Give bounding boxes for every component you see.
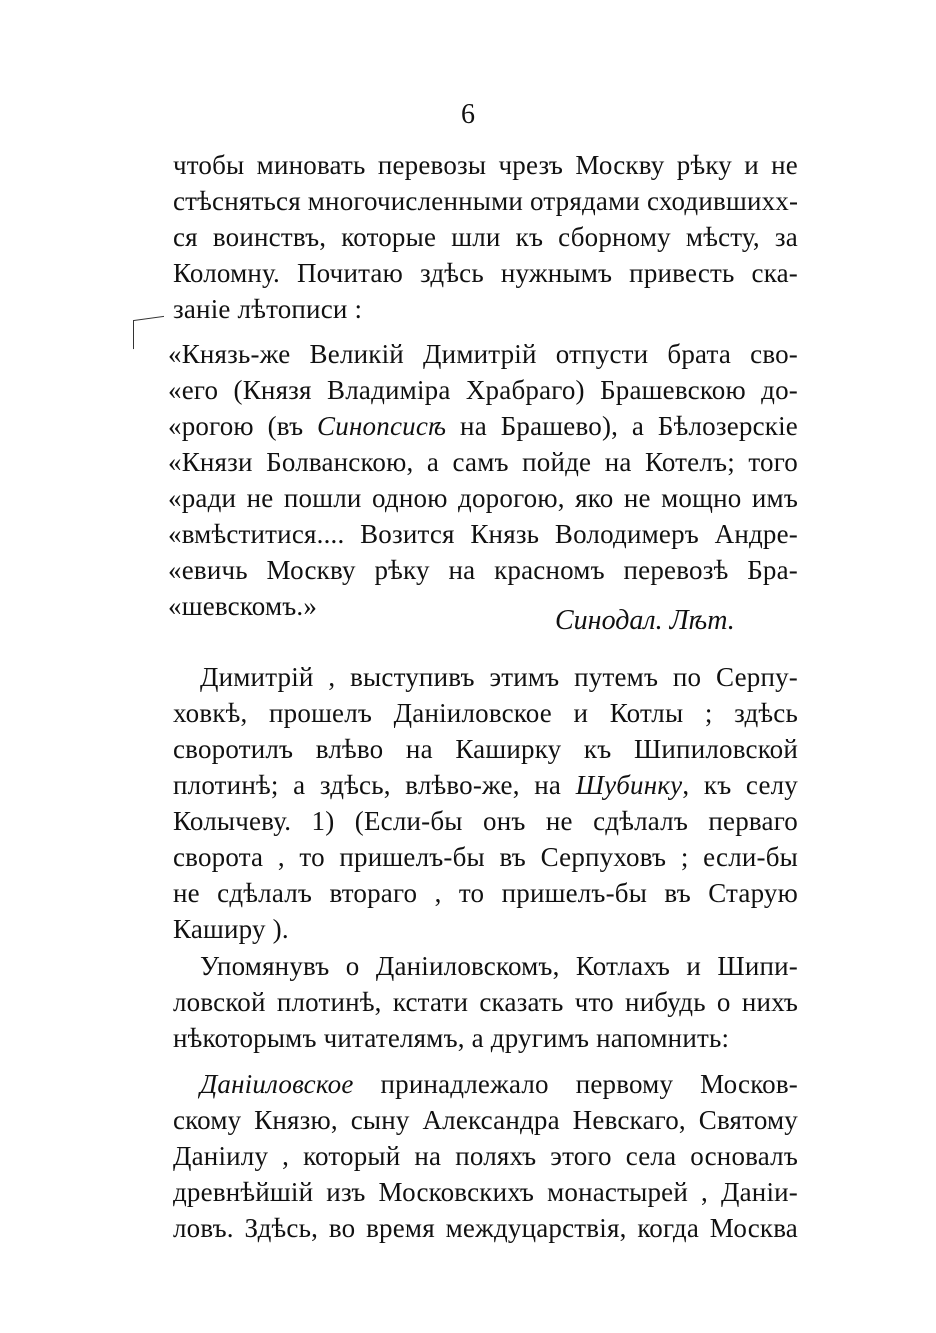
text-line: стѣсняться многочисленными отрядами сходившихх- xyxy=(173,186,799,216)
text-line: древнѣйшій изъ Московскихъ монастырей , Даніи- xyxy=(173,1177,798,1207)
italic-text: Шубинку xyxy=(575,770,683,800)
italic-text: Даніиловское xyxy=(200,1069,354,1099)
text-line: Упомянувъ о Даніиловскомъ, Котлахъ и Шипи- xyxy=(200,951,798,981)
text-line: Колычеву. 1) (Если-бы онъ не сдѣлалъ перваго xyxy=(173,806,798,836)
quote-source: Синодал. Лѣт. xyxy=(555,605,735,636)
quote-line: «ради не пошли одною дорогою, яко не мощно имъ xyxy=(168,483,798,513)
quote-line: «Князи Болванскою, а самъ пойде на Котелъ; того xyxy=(168,447,798,477)
text-line: Коломну. Почитаю здѣсь нужнымъ привесть ска- xyxy=(173,258,798,288)
quote-line: «его (Князя Владиміра Храбраго) Брашевскою до- xyxy=(168,375,798,405)
quote-line: «евичь Москву рѣку на красномъ перевозѣ Бра- xyxy=(168,555,798,585)
quote-line: «Князь-же Великій Димитрій отпусти брата сво- xyxy=(168,339,798,369)
quote-line: «шевскомъ.» xyxy=(168,591,318,621)
text-line: плотинѣ; а здѣсь, влѣво-же, на Шубинку, къ селу xyxy=(173,770,799,800)
text-line: своротилъ влѣво на Каширку къ Шипиловской xyxy=(173,734,798,764)
text-line: Даніилу , который на поляхъ этого села основалъ xyxy=(173,1141,798,1171)
quote-line: «вмѣститися.... Возится Князь Володимеръ Андре- xyxy=(168,519,798,549)
italic-text: Синопсисѣ xyxy=(317,411,447,441)
quote-line: «рогою (въ Синопсисѣ на Брашево), а Бѣлозерскіе xyxy=(168,411,798,441)
margin-bracket-mark xyxy=(133,316,164,349)
text-line: Димитрій , выступивъ этимъ путемъ по Серпу- xyxy=(200,662,798,692)
text-line: чтобы миновать перевозы чрезъ Москву рѣку и не xyxy=(173,150,798,180)
text-line: сворота , то пришелъ-бы въ Серпуховъ ; если-бы xyxy=(173,842,798,872)
page-number: 6 xyxy=(461,99,475,130)
text-line: ловъ. Здѣсь, во время междуцарствія, когда Москва xyxy=(173,1213,798,1243)
text-line: не сдѣлалъ втораго , то пришелъ-бы въ Старую xyxy=(173,878,798,908)
text-line: Даніиловское принадлежало первому Москов- xyxy=(200,1069,798,1099)
text-line: нѣкоторымъ читателямъ, а другимъ напомнить: xyxy=(173,1023,730,1053)
text-line: Каширу ). xyxy=(173,914,289,944)
text-line: ловской плотинѣ, кстати сказать что нибудь о нихъ xyxy=(173,987,798,1017)
text-line: скому Князю, сыну Александра Невскаго, Святому xyxy=(173,1105,798,1135)
text-line: ся воинствъ, которые шли къ сборному мѣсту, за xyxy=(173,222,798,252)
text-line: заніе лѣтописи : xyxy=(173,294,363,324)
text-line: ховкѣ, прошелъ Даніиловское и Котлы ; здѣсь xyxy=(173,698,798,728)
